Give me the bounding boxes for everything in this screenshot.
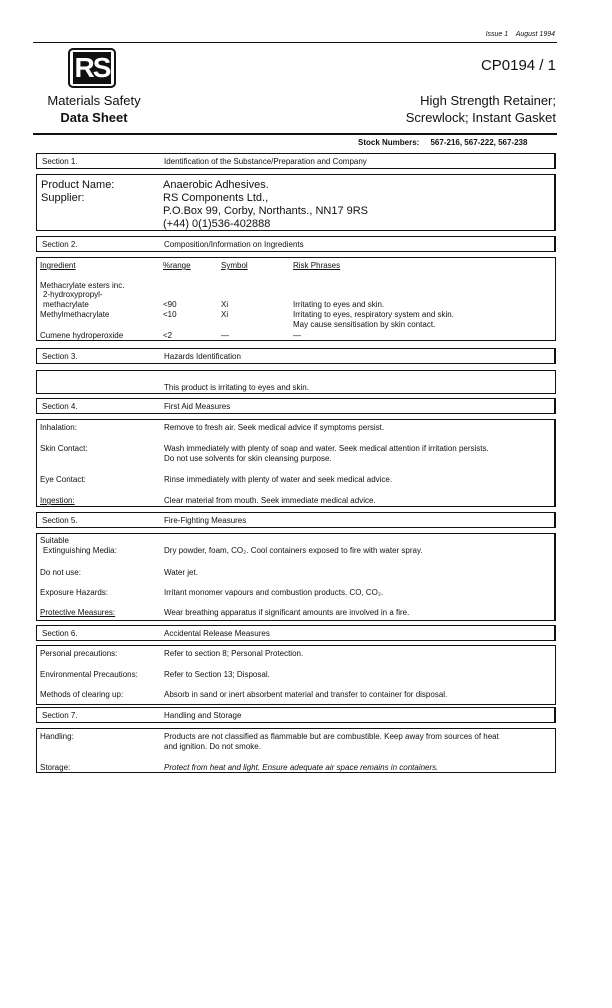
product-name-label: Product Name: <box>41 179 115 191</box>
handling-text: and ignition. Do not smoke. <box>164 742 261 751</box>
section-title: Identification of the Substance/Preparation and Company <box>164 157 367 166</box>
issue-number: Issue 1 <box>485 31 509 38</box>
first-aid-text: Remove to fresh air. Seek medical advice if symptoms persist. <box>164 423 385 432</box>
section-title: First Aid Measures <box>164 402 231 411</box>
section-label: Section 3. <box>42 352 78 361</box>
section-title: Hazards Identification <box>164 352 241 361</box>
release-label: Methods of clearing up: <box>40 690 124 699</box>
first-aid-text: Clear material from mouth. Seek immediate medical advice. <box>164 496 376 505</box>
first-aid-label: Inhalation: <box>40 423 77 432</box>
product-title <box>406 92 556 126</box>
fire-text: Wear breathing apparatus if significant amounts are involved in a fire. <box>164 608 410 617</box>
fire-label: Protective Measures: <box>40 608 116 617</box>
product-name-value: Anaerobic Adhesives. <box>163 179 269 191</box>
fire-text: Water jet. <box>164 568 198 577</box>
issue-date: August 1994 <box>515 31 555 38</box>
section-5-header <box>36 512 556 528</box>
first-aid-label: Eye Contact: <box>40 475 86 484</box>
first-aid-text: Wash immediately with plenty of soap and water. Seek medical attention if irritation persists. <box>164 444 489 453</box>
header-rule-bottom <box>33 133 557 135</box>
storage-label: Storage: <box>40 763 71 772</box>
section-title: Composition/Information on Ingredients <box>164 240 304 249</box>
column-header: Symbol <box>221 261 248 270</box>
supplier-label: Supplier: <box>41 192 85 204</box>
section-label: Section 6. <box>42 629 78 638</box>
document-code: CP0194 / 1 <box>480 57 556 74</box>
supplier-line: P.O.Box 99, Corby, Northants., NN17 9RS <box>163 205 369 217</box>
accidental-release-box <box>36 645 556 705</box>
column-header: Risk Phrases <box>293 261 341 270</box>
section-3-header <box>36 348 556 364</box>
first-aid-text: Do not use solvents for skin cleansing purpose. <box>164 454 332 463</box>
supplier-line: RS Components Ltd., <box>163 192 269 204</box>
storage-text: Protect from heat and light. Ensure adequate air space remains in containers. <box>164 763 439 772</box>
release-label: Environmental Precautions: <box>40 670 138 679</box>
section-label: Section 4. <box>42 402 78 411</box>
hazards-text: This product is irritating to eyes and skin. <box>164 383 309 392</box>
ingredient-risk: — <box>293 331 301 340</box>
ingredient-symbol: Xi <box>221 310 229 319</box>
title-line: High Strength Retainer; <box>420 93 556 108</box>
release-label: Personal precautions: <box>40 649 118 658</box>
section-1-header <box>36 153 556 169</box>
ingredients-table <box>36 257 556 341</box>
first-aid-box <box>36 419 556 507</box>
ingredient-symbol: — <box>221 331 229 340</box>
ingredient-symbol: Xi <box>221 300 229 309</box>
fire-text: Dry powder, foam, CO₂. Cool containers exposed to fire with water spray. <box>164 546 423 555</box>
section-label: Section 5. <box>42 516 78 525</box>
stock-label: Stock Numbers: <box>358 138 420 147</box>
fire-text: Irritant monomer vapours and combustion products. CO, CO₂. <box>164 588 384 597</box>
section-7-header <box>36 707 556 723</box>
stock-numbers <box>358 138 527 147</box>
ingredient-risk: May cause sensitisation by skin contact. <box>293 320 436 329</box>
ingredient-name: Methylmethacrylate <box>40 310 110 319</box>
ingredient-range: <10 <box>163 310 177 319</box>
handling-storage-box <box>36 728 556 773</box>
column-header: Ingredient <box>40 261 76 270</box>
section-title: Fire-Fighting Measures <box>164 516 247 525</box>
first-aid-label: Ingestion: <box>40 496 75 505</box>
issue-line <box>486 31 555 38</box>
fire-fighting-box <box>36 533 556 621</box>
first-aid-label: Skin Contact: <box>40 444 88 453</box>
ingredient-name: 2-hydroxypropyl- <box>43 290 103 299</box>
identification-box <box>36 174 556 231</box>
fire-label: Suitable <box>40 536 69 545</box>
rs-logo: RS <box>68 48 116 88</box>
ingredient-risk: Irritating to eyes, respiratory system and skin. <box>293 310 454 319</box>
hazards-box <box>36 370 556 394</box>
section-label: Section 2. <box>42 240 78 249</box>
section-2-header <box>36 236 556 252</box>
release-text: Refer to section 8; Personal Protection. <box>164 649 304 658</box>
ingredient-range: <2 <box>163 331 173 340</box>
section-6-header <box>36 625 556 641</box>
section-label: Section 7. <box>42 711 78 720</box>
ingredient-range: <90 <box>163 300 177 309</box>
ingredient-name: methacrylate <box>43 300 89 309</box>
ingredient-name: Methacrylate esters inc. <box>40 281 125 290</box>
ingredient-name: Cumene hydroperoxide <box>40 331 124 340</box>
handling-label: Handling: <box>40 732 74 741</box>
handling-text: Products are not classified as flammable but are combustible. Keep away from sources of heat <box>164 732 499 741</box>
release-text: Absorb in sand or inert absorbent material and transfer to container for disposal. <box>164 690 448 699</box>
document-title <box>35 92 153 126</box>
header-rule <box>33 42 557 43</box>
title-line: Data Sheet <box>60 110 128 125</box>
title-line: Screwlock; Instant Gasket <box>405 110 556 125</box>
fire-label: Do not use: <box>40 568 81 577</box>
section-title: Accidental Release Measures <box>164 629 270 638</box>
release-text: Refer to Section 13; Disposal. <box>164 670 270 679</box>
supplier-line: (+44) 0(1)536-402888 <box>163 218 271 230</box>
stock-values: 567-216, 567-222, 567-238 <box>430 138 528 147</box>
first-aid-text: Rinse immediately with plenty of water and seek medical advice. <box>164 475 393 484</box>
column-header: %range <box>163 261 191 270</box>
fire-label: Extinguishing Media: <box>43 546 117 555</box>
title-line: Materials Safety <box>47 93 141 108</box>
section-4-header <box>36 398 556 414</box>
section-title: Handling and Storage <box>164 711 242 720</box>
section-label: Section 1. <box>42 157 78 166</box>
ingredient-risk: Irritating to eyes and skin. <box>293 300 385 309</box>
fire-label: Exposure Hazards: <box>40 588 109 597</box>
